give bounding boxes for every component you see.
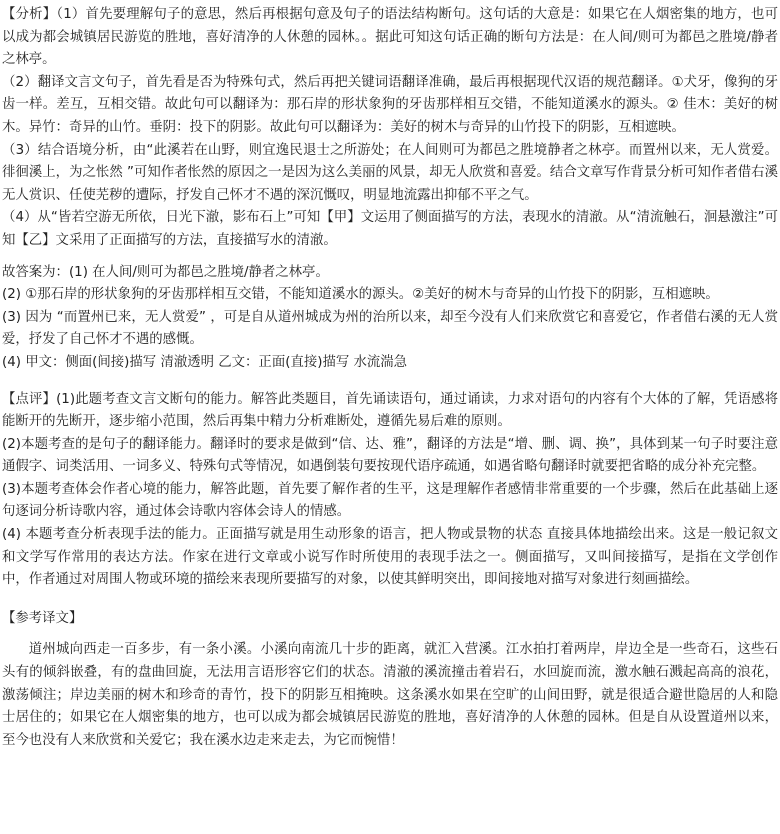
analysis-part-1: 【分析】（1）首先要理解句子的意思，然后再根据句意及句子的语法结构断句。这句话的大意是：如果它在人烟密集的地方，也可以成为都会城镇居民游览的胜地，喜好清净的人休憩的园林。。据此可知这句话正确的断句方法是：在人间/则可为都邑之胜境/静者之林亭。 (2, 7, 778, 68)
analysis-part-4: （4）从“皆若空游无所依，日光下澈，影布石上”可知【甲】文运用了侧面描写的方法，表现水的清澈。从“清流触石，洄悬激注”可知【乙】文采用了正面描写的方法，直接描写水的清澈。 (2, 210, 778, 248)
answer-section (2, 262, 778, 375)
answer-3: (3) 因为 “而置州已来，无人赏爱” ，可是自从道州城成为州的治所以来，却至今没有人们来欣赏它和喜爱它，作者借右溪的无人赏爱，抒发了自己怀才不遇的感慨。 (2, 309, 778, 348)
comment-section (2, 389, 778, 592)
analysis-section (2, 4, 778, 253)
spacer (2, 630, 778, 639)
answer-4: (4) 甲文：侧面(间接)描写 清澈透明 乙文：正面(直接)描写 水流湍急 (2, 354, 408, 370)
analysis-part-3: （3）结合语境分析，由“此溪若在山野，则宜逸民退士之所游处；在人间则可为都邑之胜境静者之林亭。而置州以来，无人赏爱。徘徊溪上，为之怅然 ”可知作者怅然的原因之一是因为这么美丽的风景，却无人欣赏和喜爱。结合文章写作背景分析可知作者借右溪无人赏识、任使芜秽的遭际，抒发自己怀才不遇的深沉慨叹，明显地流露出抑郁不平之气。 (2, 142, 778, 203)
comment-part-4: (4) 本题考查分析表现手法的能力。正面描写就是用生动形象的语言，把人物或景物的状态 直接具体地描绘出来。这是一般记叙文和文学写作常用的表达方法。作家在进行文章或小说写作时所使用的表现手法之一。侧面描写，又叫间接描写，是指在文学创作中，作者通过对周围人物或环境的描绘来表现所要描写的对象，以使其鲜明突出，即间接地对描写对象进行刻画描绘。 (2, 527, 778, 588)
comment-part-2: (2)本题考查的是句子的翻译能力。翻译时的要求是做到“信、达、雅”，翻译的方法是“增、删、调、换”，具体到某一句子时要注意通假字、词类活用、一词多义、特殊句式等情况，如遇倒装句要按现代语序疏通，如遇省略句翻译时就要把省略的成分补充完整。 (2, 436, 778, 475)
translation-body: 道州城向西走一百多步，有一条小溪。小溪向南流几十步的距离，就汇入营溪。江水拍打着两岸，岸边全是一些奇石，这些石头有的倾斜嵌叠，有的盘曲回旋，无法用言语形容它们的状态。清澈的溪流撞击着岩石，水回旋而流，激水触石溅起高高的浪花，激荡倾注；岸边美丽的树木和珍奇的青竹，投下的阴影互相掩映。这条溪水如果在空旷的山间田野，就是很适合避世隐居的人和隐士居住的；如果它在人烟密集的地方，也可以成为都会城镇居民游览的胜地，喜好清净的人休憩的园林。但是自从设置道州以来，至今也没有人来欣赏和关爱它；我在溪水边走来走去，为它而惋惜！ (2, 642, 778, 748)
comment-part-1: 【点评】(1)此题考查文言文断句的能力。解答此类题目，首先诵读语句，通过诵读，力求对语句的内容有个大体的了解，凭语感将能断开的先断开，逐步缩小范围，然后再集中精力分析难断处，遵循先易后难的原则。 (2, 391, 778, 430)
spacer (2, 375, 778, 389)
analysis-part-2: （2）翻译文言文句子，首先看是否为特殊句式，然后再把关键词语翻译准确，最后再根据现代汉语的规范翻译。①犬牙，像狗的牙齿一样。差互，互相交错。故此句可以翻译为：那石岸的形状象狗的牙齿那样相互交错，不能知道溪水的源头。② 佳木：美好的树木。异竹：奇异的山竹。垂阴：投下的阴影。故此句可以翻译为：美好的树木与奇异的山竹投下的阴影，互相遮映。 (2, 74, 778, 135)
solution-document (0, 4, 780, 752)
spacer (2, 253, 778, 262)
answer-intro: 故答案为：(1) 在人间/则可为都邑之胜境/静者之林亭。 (2, 264, 329, 280)
translation-section (2, 608, 778, 753)
answer-2: (2) ①那石岸的形状象狗的牙齿那样相互交错，不能知道溪水的源头。②美好的树木与奇异的山竹投下的阴影，互相遮映。 (2, 287, 719, 303)
translation-heading: 【参考译文】 (2, 610, 83, 626)
spacer (2, 592, 778, 608)
comment-part-3: (3)本题考查体会作者心境的能力，解答此题，首先要了解作者的生平，这是理解作者感情非常重要的一个步骤，然后在此基础上逐句逐词分析诗歌内容，通过体会诗歌内容体会诗人的情感。 (2, 481, 778, 520)
